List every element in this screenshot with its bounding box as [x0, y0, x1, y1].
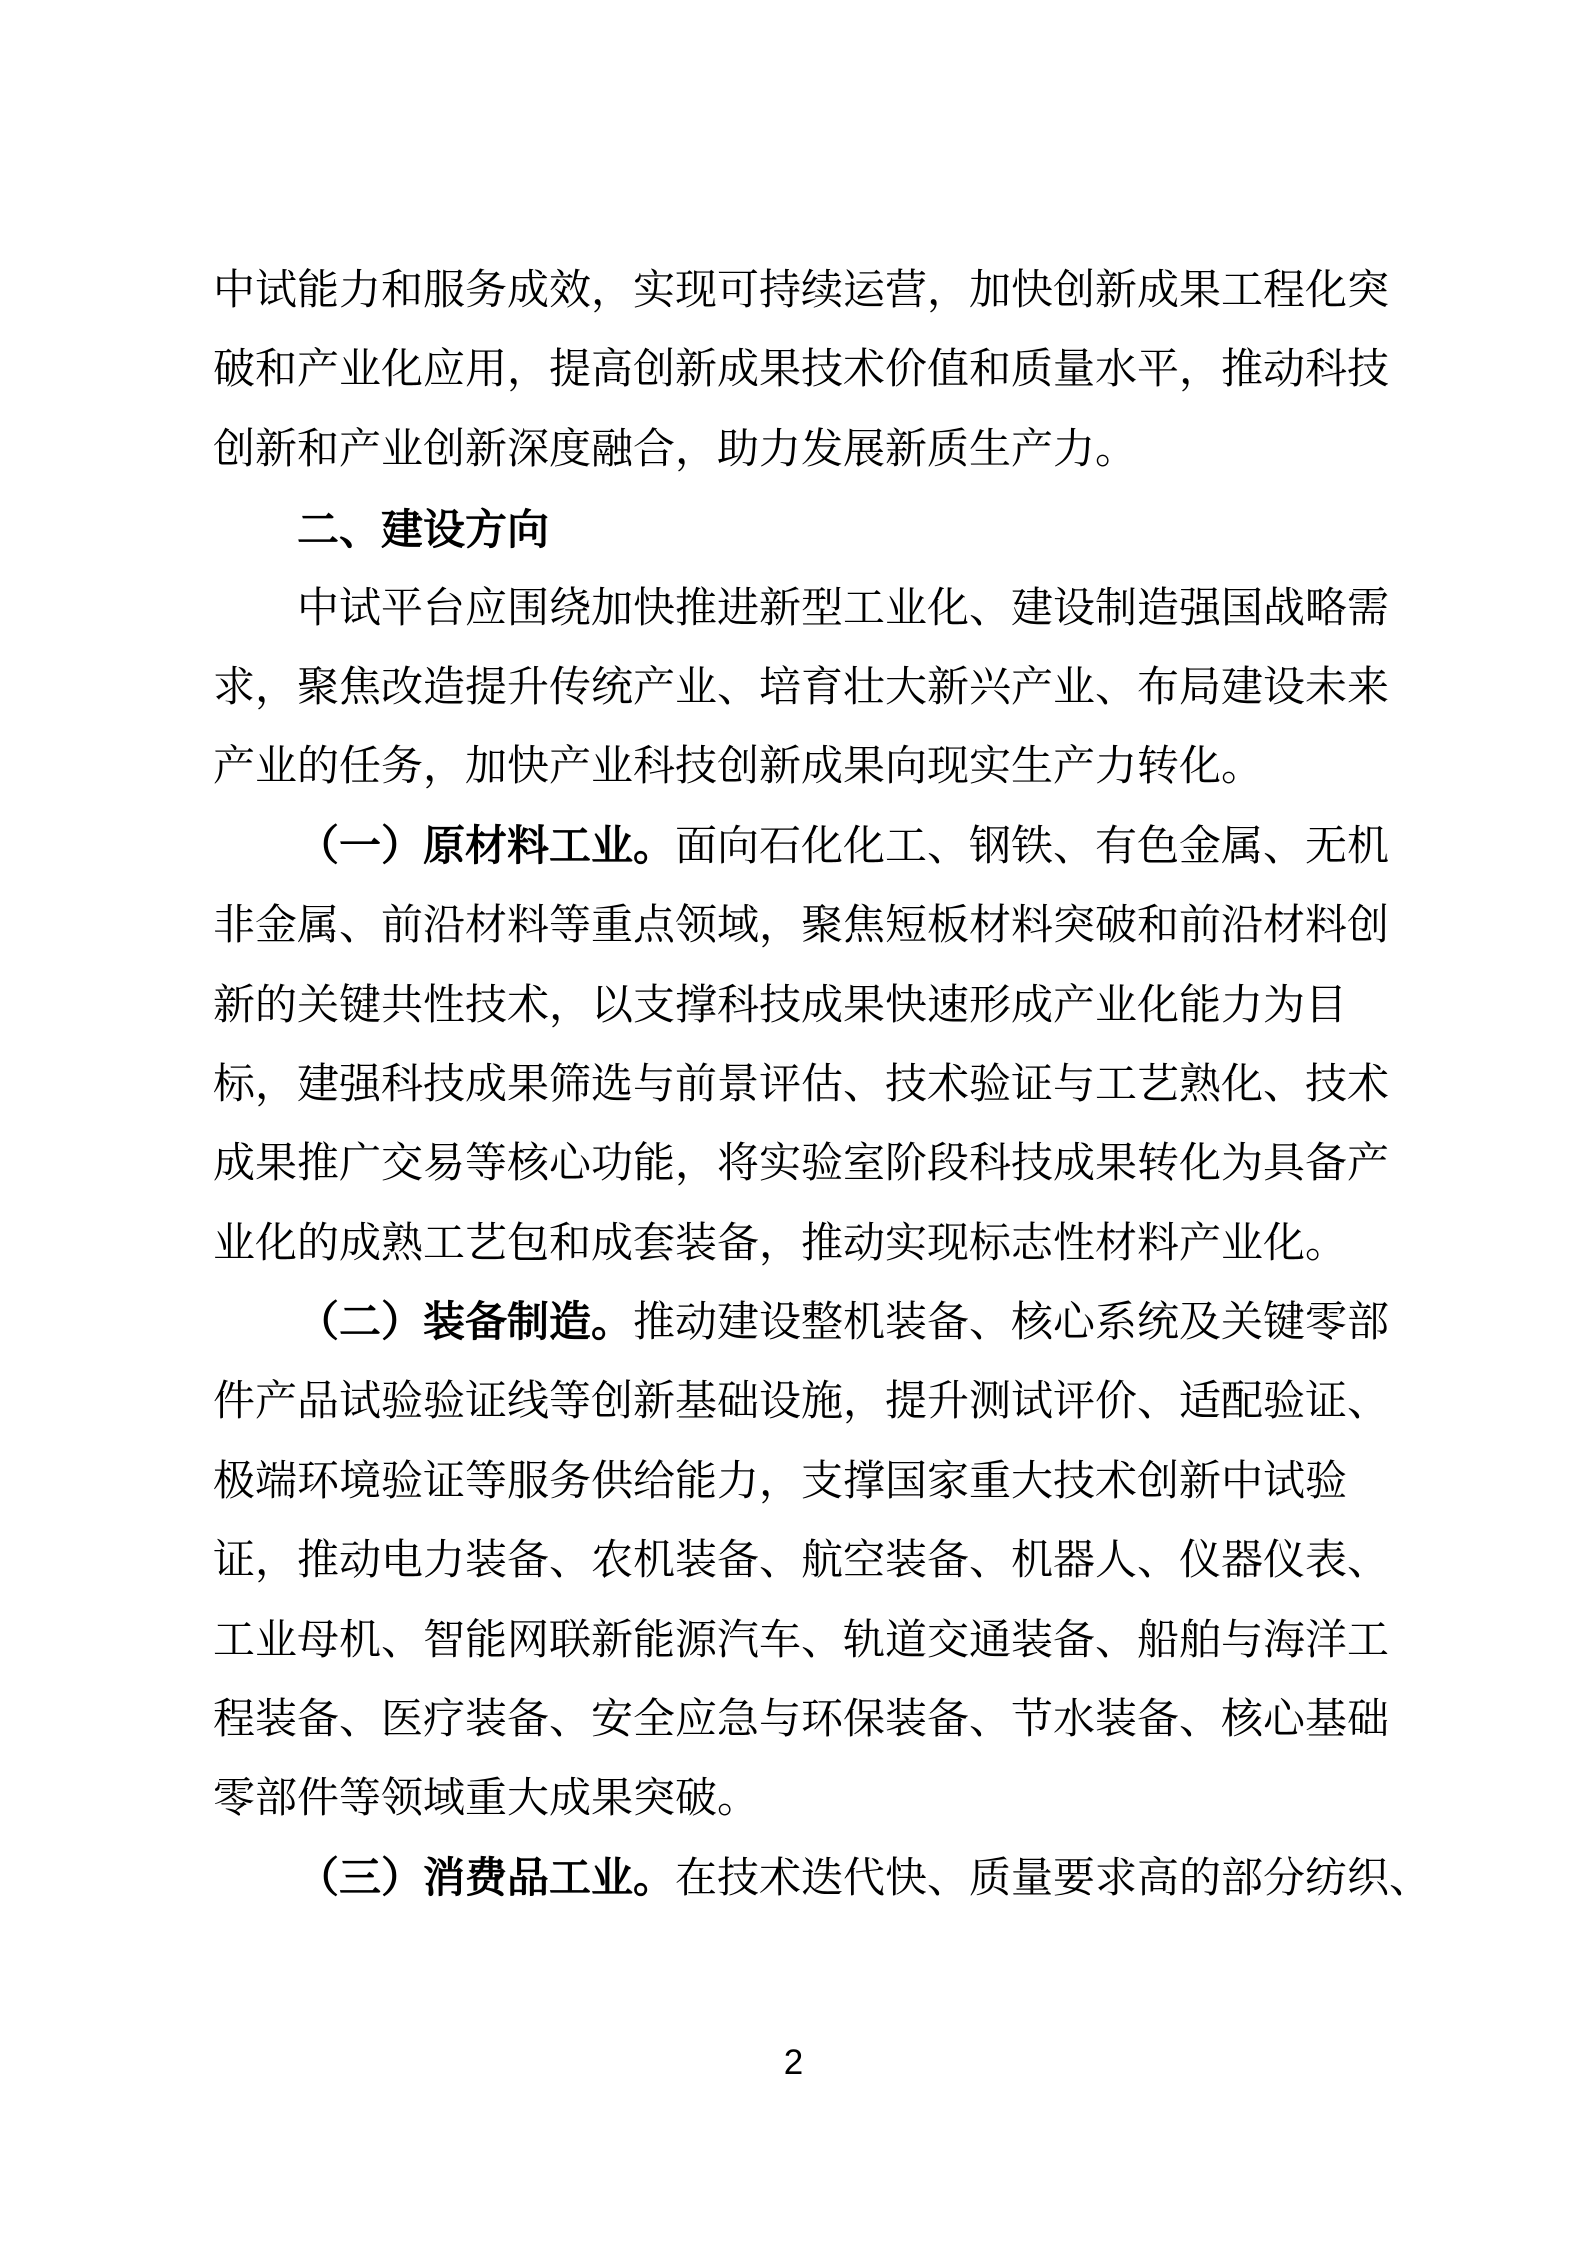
text-line [213, 570, 1393, 649]
line-text: 面向石化化工、钢铁、有色金属、无机 [675, 823, 1390, 870]
line-text: 非金属、前沿材料等重点领域，聚焦短板材料突破和前沿材料创 [213, 903, 1390, 950]
text-line [213, 808, 1393, 887]
line-text: 程装备、医疗装备、安全应急与环保装备、节水装备、核心基础 [213, 1697, 1390, 1744]
text-line [213, 728, 1393, 807]
text-line [213, 887, 1393, 966]
text-line [213, 967, 1393, 1046]
text-line [213, 1760, 1393, 1839]
line-text: 标，建强科技成果筛选与前景评估、技术验证与工艺熟化、技术 [213, 1061, 1390, 1108]
text-line [213, 1363, 1393, 1442]
line-text: 件产品试验验证线等创新基础设施，提升测试评价、适配验证、 [213, 1379, 1390, 1426]
text-line [213, 1284, 1393, 1363]
line-text: 中试平台应围绕加快推进新型工业化、建设制造强国战略需 [297, 585, 1390, 632]
text-line [213, 1681, 1393, 1760]
text-line [213, 331, 1393, 410]
line-text: 在技术迭代快、质量要求高的部分纺织、 [675, 1855, 1432, 1902]
line-text: 证，推动电力装备、农机装备、航空装备、机器人、仪器仪表、 [213, 1538, 1390, 1585]
text-line [213, 1046, 1393, 1125]
section-heading-text: 二、建设方向 [297, 506, 550, 554]
line-text: 业化的成熟工艺包和成套装备，推动实现标志性材料产业化。 [213, 1220, 1348, 1267]
section-heading [213, 490, 1393, 569]
text-line [213, 1522, 1393, 1601]
text-line [213, 252, 1393, 331]
line-text: 中试能力和服务成效，实现可持续运营，加快创新成果工程化突 [213, 268, 1390, 314]
text-line [213, 411, 1393, 490]
text-line [213, 1205, 1393, 1284]
line-text: 极端环境验证等服务供给能力，支撑国家重大技术创新中试验 [213, 1458, 1348, 1505]
text-line [213, 1840, 1432, 1919]
line-text: 创新和产业创新深度融合，助力发展新质生产力。 [213, 426, 1138, 473]
text-line [213, 1125, 1393, 1204]
line-text: 破和产业化应用，提高创新成果技术价值和质量水平，推动科技 [213, 347, 1390, 394]
line-text: 求，聚焦改造提升传统产业、培育壮大新兴产业、布局建设未来 [213, 664, 1390, 711]
line-text: 零部件等领域重大成果突破。 [213, 1776, 760, 1823]
text-line [213, 1602, 1393, 1681]
line-text: 产业的任务，加快产业科技创新成果向现实生产力转化。 [213, 744, 1264, 791]
paragraph-lead: （二）装备制造。 [297, 1300, 634, 1347]
paragraph-lead: （一）原材料工业。 [297, 823, 676, 870]
line-text: 新的关键共性技术，以支撑科技成果快速形成产业化能力为目 [213, 982, 1348, 1029]
paragraph-lead: （三）消费品工业。 [297, 1855, 676, 1902]
line-text: 推动建设整机装备、核心系统及关键零部 [633, 1300, 1390, 1347]
text-line [213, 649, 1393, 728]
line-text: 成果推广交易等核心功能，将实验室阶段科技成果转化为具备产 [213, 1141, 1390, 1188]
line-text: 工业母机、智能网联新能源汽车、轨道交通装备、船舶与海洋工 [213, 1617, 1390, 1664]
page-number: 2 [783, 2043, 804, 2082]
text-line [213, 1443, 1393, 1522]
document-body [213, 252, 1432, 1919]
